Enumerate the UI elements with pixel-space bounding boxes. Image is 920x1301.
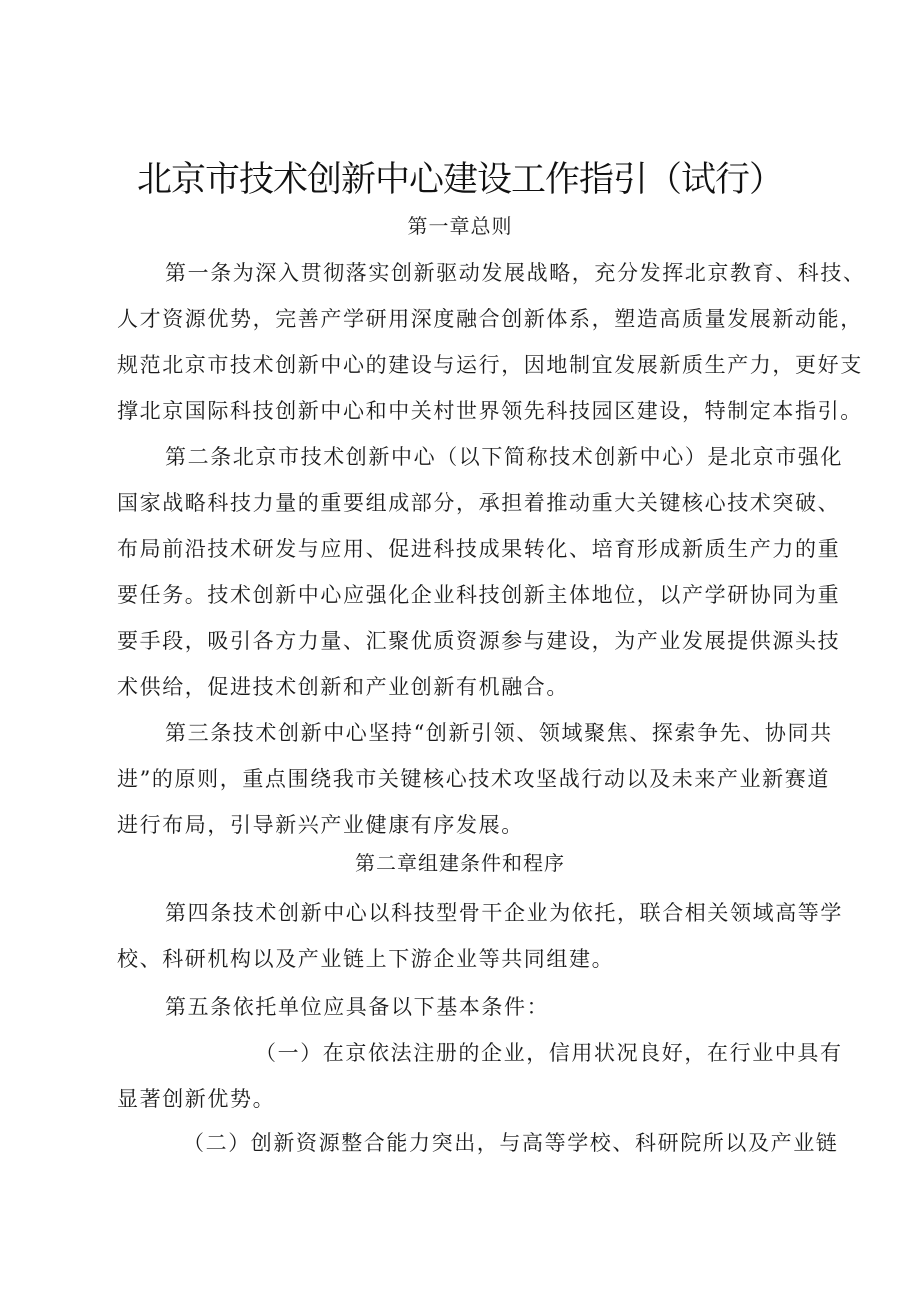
paragraph-line: 进行布局，引导新兴产业健康有序发展。 [117, 813, 524, 837]
article-4 [117, 890, 843, 982]
article-5-item-1 [117, 1030, 843, 1122]
paragraph-line: 第一条为深入贯彻落实创新驱动发展战略，充分发挥北京教育、科技、 [165, 261, 866, 285]
paragraph-line: （二）创新资源整合能力突出，与高等学校、科研院所以及产业链 [183, 1131, 839, 1155]
paragraph-line: 进”的原则，重点围绕我市关键核心技术攻坚战行动以及未来产业新赛道 [117, 767, 830, 791]
article-2 [117, 434, 843, 710]
document-title: 北京市技术创新中心建设工作指引（试行） [136, 160, 783, 200]
article-5-item-2 [117, 1120, 839, 1166]
paragraph-line: （一）在京依法注册的企业，信用状况良好，在行业中具有 [255, 1041, 843, 1065]
paragraph-line: 校、科研机构以及产业链上下游企业等共同组建。 [117, 947, 615, 971]
chapter-heading: 第二章组建条件和程序 [355, 851, 565, 875]
article-3 [117, 710, 833, 848]
paragraph-line: 人才资源优势，完善产学研用深度融合创新体系，塑造高质量发展新动能， [117, 307, 863, 331]
article-1 [117, 250, 866, 434]
paragraph-line: 布局前沿技术研发与应用、促进科技成果转化、培育形成新质生产力的重 [117, 537, 841, 561]
paragraph-line: 第三条技术创新中心坚持“创新引领、领域聚焦、探索争先、协同共 [165, 721, 833, 745]
chapter-heading: 第一章总则 [407, 214, 513, 238]
paragraph-line: 第二条北京市技术创新中心（以下简称技术创新中心）是北京市强化 [165, 445, 843, 469]
paragraph-line: 术供给，促进技术创新和产业创新有机融合。 [117, 675, 569, 699]
paragraph-line: 要任务。技术创新中心应强化企业科技创新主体地位，以产学研协同为重 [117, 583, 841, 607]
article-5 [117, 984, 815, 1030]
paragraph-line: 国家战略科技力量的重要组成部分，承担着推动重大关键核心技术突破、 [117, 491, 841, 515]
paragraph-line: 第五条依托单位应具备以下基本条件： [165, 995, 550, 1019]
paragraph-line: 显著创新优势。 [117, 1087, 276, 1111]
paragraph-line: 规范北京市技术创新中心的建设与运行，因地制宜发展新质生产力，更好支 [117, 353, 863, 377]
paragraph-line: 撑北京国际科技创新中心和中关村世界领先科技园区建设，特制定本指引。 [117, 399, 863, 423]
paragraph-line: 第四条技术创新中心以科技型骨干企业为依托，联合相关领域高等学 [165, 901, 843, 925]
paragraph-line: 要手段，吸引各方力量、汇聚优质资源参与建设，为产业发展提供源头技 [117, 629, 841, 653]
